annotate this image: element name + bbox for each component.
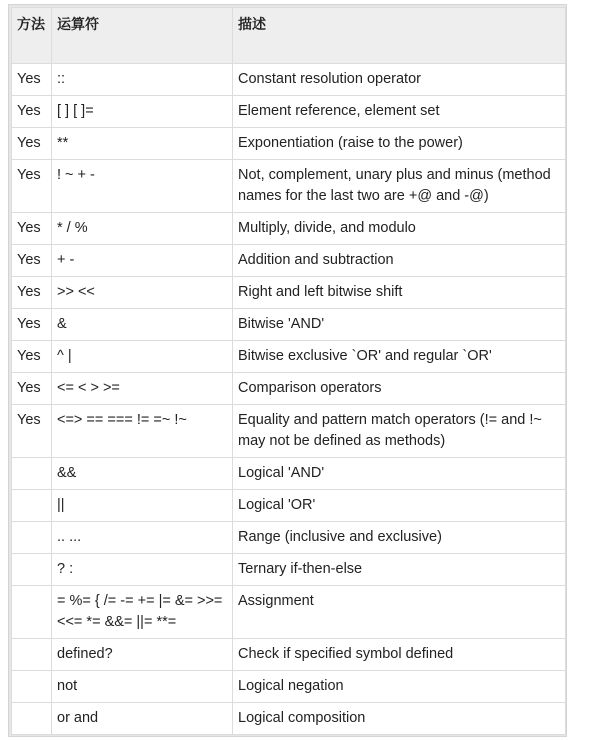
cell-operator: &&	[52, 458, 233, 490]
cell-operator: <= < > >=	[52, 373, 233, 405]
cell-method	[12, 703, 52, 735]
cell-description: Equality and pattern match operators (!= and !~ may not be defined as methods)	[233, 405, 566, 458]
cell-method: Yes	[12, 245, 52, 277]
cell-operator: defined?	[52, 639, 233, 671]
table-row	[12, 160, 566, 213]
header-method: 方法	[12, 8, 52, 64]
cell-description: Logical 'OR'	[233, 490, 566, 522]
cell-operator: .. ...	[52, 522, 233, 554]
cell-operator: ||	[52, 490, 233, 522]
operator-table	[11, 7, 566, 735]
table-row	[12, 490, 566, 522]
table-row	[12, 245, 566, 277]
cell-description: Not, complement, unary plus and minus (method names for the last two are +@ and -@)	[233, 160, 566, 213]
table-row	[12, 639, 566, 671]
table-row	[12, 213, 566, 245]
cell-description: Logical 'AND'	[233, 458, 566, 490]
cell-method	[12, 639, 52, 671]
cell-method: Yes	[12, 373, 52, 405]
cell-description: Check if specified symbol defined	[233, 639, 566, 671]
header-description: 描述	[233, 8, 566, 64]
cell-method: Yes	[12, 341, 52, 373]
cell-method	[12, 458, 52, 490]
table-row	[12, 458, 566, 490]
cell-operator: * / %	[52, 213, 233, 245]
table-row	[12, 277, 566, 309]
cell-method	[12, 522, 52, 554]
cell-method: Yes	[12, 160, 52, 213]
table-header	[12, 8, 566, 64]
cell-description: Multiply, divide, and modulo	[233, 213, 566, 245]
cell-description: Exponentiation (raise to the power)	[233, 128, 566, 160]
cell-description: Logical composition	[233, 703, 566, 735]
cell-operator: ^ |	[52, 341, 233, 373]
header-operator: 运算符	[52, 8, 233, 64]
cell-description: Logical negation	[233, 671, 566, 703]
cell-description: Addition and subtraction	[233, 245, 566, 277]
cell-operator: ::	[52, 64, 233, 96]
cell-description: Range (inclusive and exclusive)	[233, 522, 566, 554]
cell-description: Comparison operators	[233, 373, 566, 405]
table-row	[12, 586, 566, 639]
cell-method	[12, 554, 52, 586]
header-row	[12, 8, 566, 64]
cell-method: Yes	[12, 277, 52, 309]
cell-operator: &	[52, 309, 233, 341]
cell-method: Yes	[12, 309, 52, 341]
cell-method	[12, 586, 52, 639]
cell-method: Yes	[12, 213, 52, 245]
table-body	[12, 64, 566, 735]
cell-operator: <=> == === != =~ !~	[52, 405, 233, 458]
cell-operator: ! ~ + -	[52, 160, 233, 213]
cell-operator: or and	[52, 703, 233, 735]
cell-method: Yes	[12, 405, 52, 458]
cell-method: Yes	[12, 64, 52, 96]
table-row	[12, 64, 566, 96]
table-row	[12, 309, 566, 341]
cell-operator: [ ] [ ]=	[52, 96, 233, 128]
table-row	[12, 703, 566, 735]
table-row	[12, 341, 566, 373]
cell-operator: **	[52, 128, 233, 160]
cell-operator: = %= { /= -= += |= &= >>= <<= *= &&= ||= **=	[52, 586, 233, 639]
cell-description: Constant resolution operator	[233, 64, 566, 96]
table-row	[12, 96, 566, 128]
cell-description: Bitwise exclusive `OR' and regular `OR'	[233, 341, 566, 373]
cell-method: Yes	[12, 96, 52, 128]
table-row	[12, 405, 566, 458]
table-row	[12, 671, 566, 703]
cell-operator: + -	[52, 245, 233, 277]
cell-description: Ternary if-then-else	[233, 554, 566, 586]
cell-operator: ? :	[52, 554, 233, 586]
cell-description: Bitwise 'AND'	[233, 309, 566, 341]
table-row	[12, 522, 566, 554]
cell-method	[12, 671, 52, 703]
table-row	[12, 554, 566, 586]
table-row	[12, 128, 566, 160]
cell-method: Yes	[12, 128, 52, 160]
cell-description: Right and left bitwise shift	[233, 277, 566, 309]
cell-description: Element reference, element set	[233, 96, 566, 128]
cell-description: Assignment	[233, 586, 566, 639]
cell-operator: not	[52, 671, 233, 703]
cell-method	[12, 490, 52, 522]
cell-operator: >> <<	[52, 277, 233, 309]
table-row	[12, 373, 566, 405]
